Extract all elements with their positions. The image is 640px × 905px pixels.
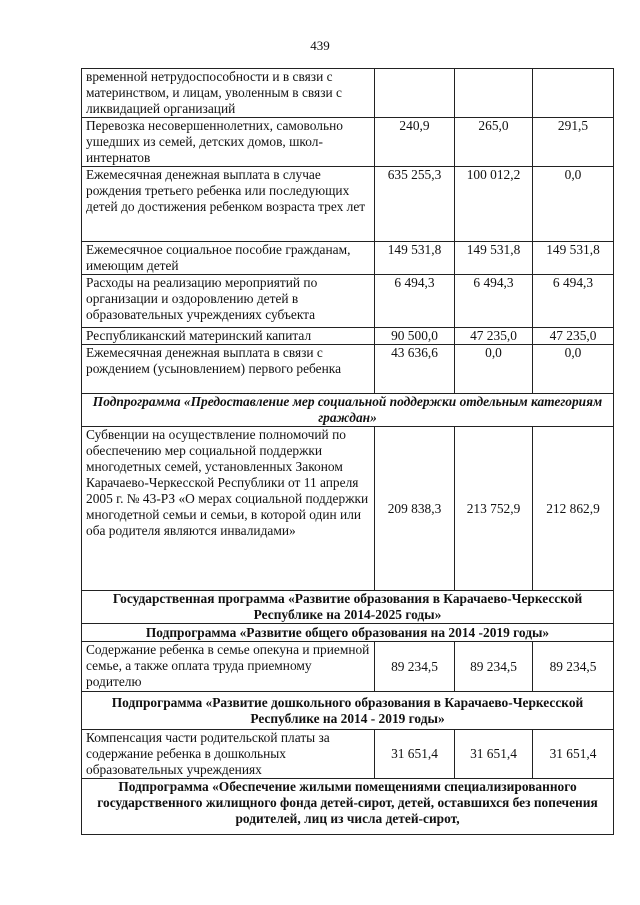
value-cell-col1: 635 255,3 [375,167,455,242]
value-cell-col2: 0,0 [455,345,533,394]
row-label: временной нетрудоспособности и в связи с материнством, и лицам, уволенным в связи с ликвидацией организаций [82,69,375,118]
section-header: Государственная программа «Развитие образования в Карачаево-Черкесской Республике на 2014-2025 годы» [82,591,614,624]
value-cell-col3: 47 235,0 [533,328,614,345]
value-cell-col1: 209 838,3 [375,427,455,591]
value-cell-col3 [533,69,614,118]
row-label: Ежемесячная денежная выплата в связи с рождением (усыновлением) первого ребенка [82,345,375,394]
value-cell-col2: 213 752,9 [455,427,533,591]
value-cell-col1: 43 636,6 [375,345,455,394]
table-row [82,242,614,275]
value-cell-col2: 100 012,2 [455,167,533,242]
value-cell-col3: 149 531,8 [533,242,614,275]
value-cell-col3: 212 862,9 [533,427,614,591]
value-cell-col1 [375,69,455,118]
value-cell-col2: 47 235,0 [455,328,533,345]
row-label: Содержание ребенка в семье опекуна и приемной семье, а также оплата труда приемному родителю [82,642,375,692]
table-row [82,69,614,118]
value-cell-col2 [455,69,533,118]
table-row [82,642,614,692]
value-cell-col3: 89 234,5 [533,642,614,692]
value-cell-col2: 31 651,4 [455,730,533,779]
value-cell-col3: 291,5 [533,118,614,167]
section-header: Подпрограмма «Обеспечение жилыми помещениями специализированного государственного жилищного фонда детей-сирот, детей, оставшихся без попечения родителей, лиц из числа детей-сирот, [82,779,614,835]
value-cell-col3: 31 651,4 [533,730,614,779]
value-cell-col1: 149 531,8 [375,242,455,275]
section-header-row [82,624,614,642]
section-header-row [82,779,614,835]
section-header-row [82,591,614,624]
value-cell-col1: 6 494,3 [375,275,455,328]
table-row [82,345,614,394]
page-number: 439 [310,38,330,53]
value-cell-col2: 6 494,3 [455,275,533,328]
value-cell-col3: 0,0 [533,167,614,242]
value-cell-col2: 89 234,5 [455,642,533,692]
section-header: Подпрограмма «Предоставление мер социальной поддержки отдельным категориям граждан» [82,394,614,427]
section-header: Подпрограмма «Развитие дошкольного образования в Карачаево-Черкесской Республике на 2014 - 2019 годы» [82,692,614,730]
value-cell-col1: 90 500,0 [375,328,455,345]
table-row [82,427,614,591]
row-label: Расходы на реализацию мероприятий по организации и оздоровлению детей в образовательных учреждениях субъекта [82,275,375,328]
row-label: Республиканский материнский капитал [82,328,375,345]
row-label: Компенсация части родительской платы за содержание ребенка в дошкольных образовательных учреждениях [82,730,375,779]
table-row [82,167,614,242]
row-label: Ежемесячная денежная выплата в случае рождения третьего ребенка или последующих детей до достижения ребенком возраста трех лет [82,167,375,242]
value-cell-col1: 31 651,4 [375,730,455,779]
section-header-row [82,394,614,427]
value-cell-col3: 6 494,3 [533,275,614,328]
row-label: Перевозка несовершеннолетних, самовольно ушедших из семей, детских домов, школ-интернатов [82,118,375,167]
section-header-row [82,692,614,730]
value-cell-col2: 265,0 [455,118,533,167]
table-row [82,275,614,328]
table-row [82,328,614,345]
value-cell-col3: 0,0 [533,345,614,394]
budget-table [81,68,614,835]
table-row [82,118,614,167]
section-header: Подпрограмма «Развитие общего образования на 2014 -2019 годы» [82,624,614,642]
row-label: Ежемесячное социальное пособие гражданам, имеющим детей [82,242,375,275]
value-cell-col2: 149 531,8 [455,242,533,275]
table-row [82,730,614,779]
value-cell-col1: 89 234,5 [375,642,455,692]
value-cell-col1: 240,9 [375,118,455,167]
row-label: Субвенции на осуществление полномочий по обеспечению мер социальной поддержки многодетных семей, установленных Законом Карачаево-Черкесской Республики от 11 апреля 2005 г. № 43-РЗ «О мерах социальной поддержки многодетной семьи и семьи, в которой один или оба родителя являются инвалидами» [82,427,375,591]
